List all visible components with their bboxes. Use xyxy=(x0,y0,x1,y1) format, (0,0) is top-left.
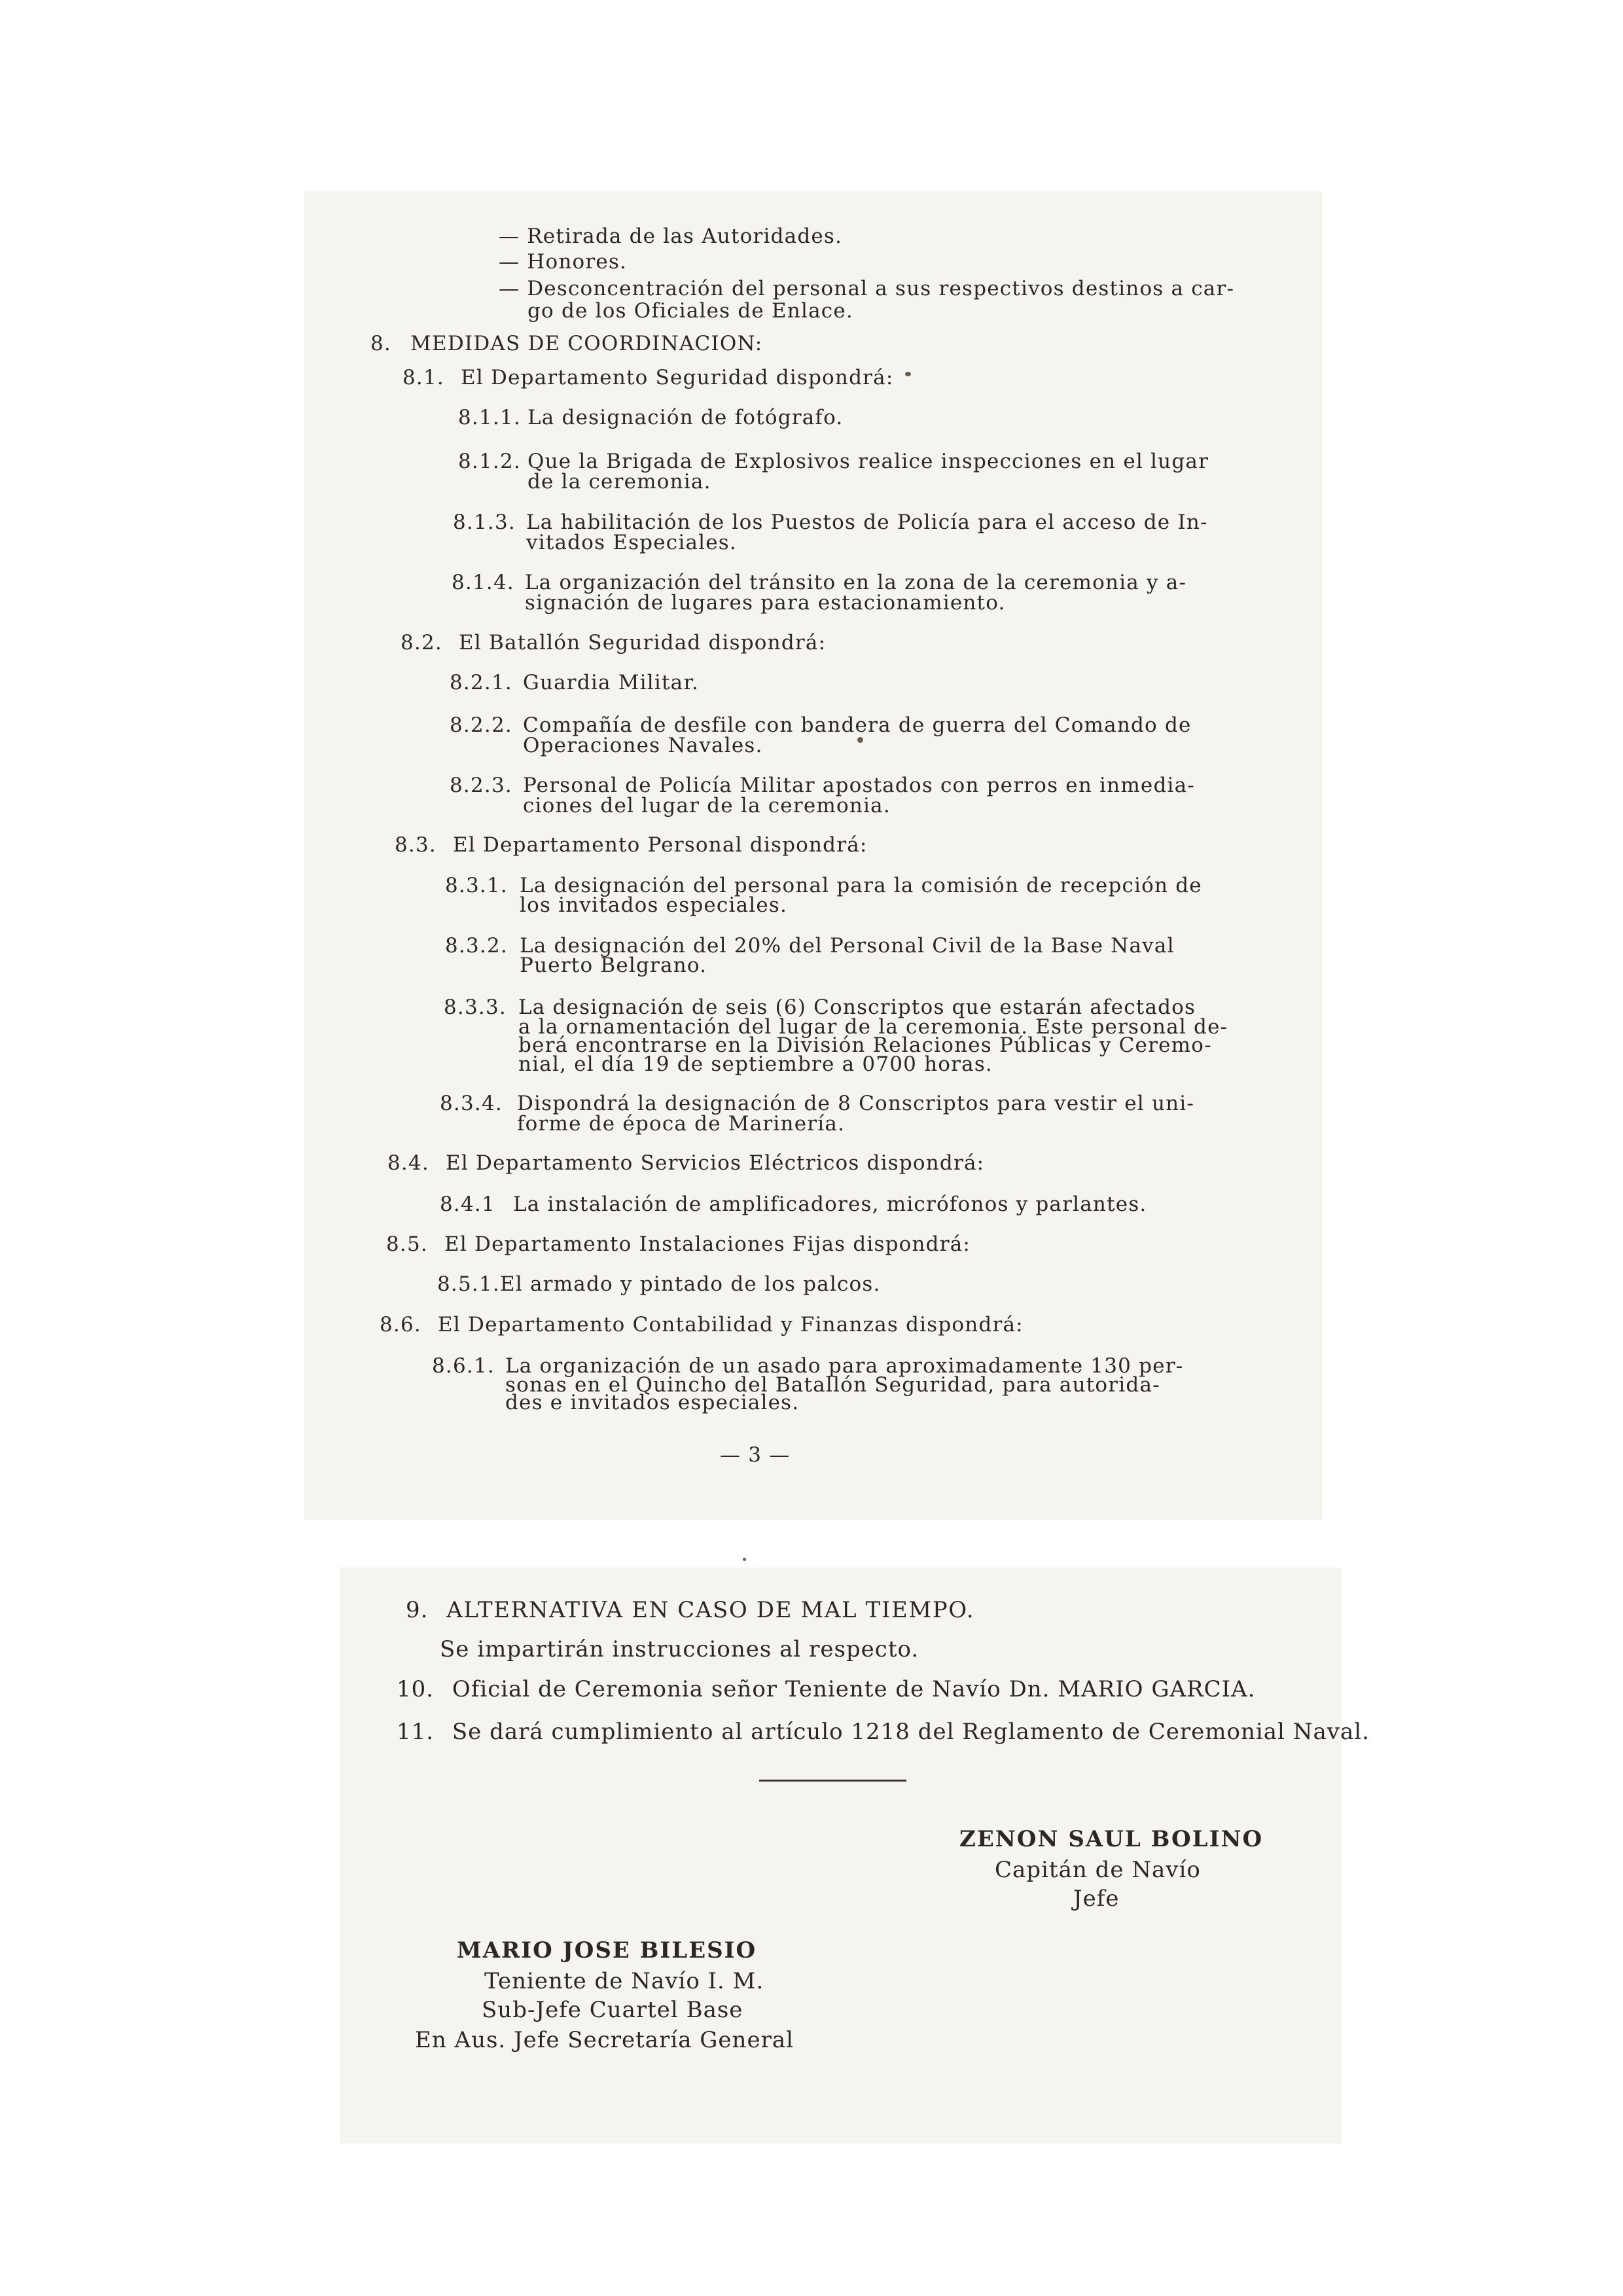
item-number: 8.6.1. xyxy=(432,1354,495,1378)
item-number: 8.4.1 xyxy=(440,1193,495,1216)
section-8-title: MEDIDAS DE COORDINACION: xyxy=(410,332,763,355)
list-item-retirada: — Retirada de las Autoridades. xyxy=(499,224,843,248)
section-8-2 xyxy=(401,632,826,654)
item-8-4-1 xyxy=(440,1193,1147,1215)
item-line: La designación de seis (6) Conscriptos que estarán afectados xyxy=(518,996,1196,1019)
item-8-3-3-cont1: a la ornamentación del lugar de la ceremonia. Este personal de- xyxy=(518,1015,1228,1039)
item-8-3-2-cont: Puerto Belgrano. xyxy=(520,954,707,977)
item-8-5-1 xyxy=(437,1273,881,1295)
item-8-1-4 xyxy=(452,571,1186,594)
item-line: La organización de un asado para aproximadamente 130 per- xyxy=(505,1354,1184,1378)
item-number: 8.5.1. xyxy=(437,1272,500,1296)
section-8-5 xyxy=(386,1233,971,1255)
item-number: 8.2.1. xyxy=(450,671,512,694)
item-8-2-1 xyxy=(450,672,699,694)
section-11-text: Se dará cumplimiento al artículo 1218 del Reglamento de Ceremonial Naval. xyxy=(452,1719,1370,1745)
section-number: 8.3. xyxy=(395,833,437,857)
item-line: La organización del tránsito en la zona de la ceremonia y a- xyxy=(525,571,1187,594)
item-number: 8.3.4. xyxy=(440,1092,503,1115)
item-8-1-1 xyxy=(458,406,843,429)
section-number: 8.4. xyxy=(387,1151,429,1175)
section-number: 8.2. xyxy=(401,631,442,655)
item-8-2-3 xyxy=(450,774,1195,797)
item-8-6-1-cont1: sonas en el Quincho del Batallón Seguridad, para autorida- xyxy=(505,1373,1160,1397)
signature-divider xyxy=(759,1780,906,1782)
section-9-text: Se impartirán instrucciones al respecto. xyxy=(440,1636,919,1662)
section-8-heading xyxy=(370,332,762,355)
item-line: La instalación de amplificadores, micrófonos y parlantes. xyxy=(513,1193,1147,1216)
item-8-1-3 xyxy=(453,511,1208,533)
section-11 xyxy=(397,1719,1370,1745)
section-10 xyxy=(397,1676,1255,1702)
section-text: El Departamento Personal dispondrá: xyxy=(453,833,868,857)
section-8-1 xyxy=(402,367,893,389)
signature-1-name: ZENON SAUL BOLINO xyxy=(959,1826,1264,1852)
item-number: 8.3.2. xyxy=(445,934,508,958)
section-9 xyxy=(406,1597,974,1623)
item-number: 8.2.3. xyxy=(450,774,512,797)
section-9-title: ALTERNATIVA EN CASO DE MAL TIEMPO. xyxy=(446,1597,975,1623)
signature-2-rank: Teniente de Navío I. M. xyxy=(484,1968,764,1994)
signature-2-note: En Aus. Jefe Secretaría General xyxy=(415,2027,794,2053)
ink-speck xyxy=(857,737,863,743)
item-8-1-2-cont: de la ceremonia. xyxy=(527,470,711,493)
item-8-2-2-cont: Operaciones Navales. xyxy=(523,734,763,757)
item-8-3-4-cont: forme de época de Marinería. xyxy=(517,1112,846,1136)
item-8-1-2 xyxy=(458,450,1209,473)
item-8-2-3-cont: ciones del lugar de la ceremonia. xyxy=(523,794,891,817)
signature-1-rank: Capitán de Navío xyxy=(995,1857,1201,1883)
item-8-3-1-cont: los invitados especiales. xyxy=(520,893,788,917)
section-number: 8.5. xyxy=(386,1232,428,1256)
list-item-desconcentracion-cont: go de los Oficiales de Enlace. xyxy=(527,299,853,323)
section-8-6 xyxy=(380,1314,1024,1336)
item-line: Dispondrá la designación de 8 Conscriptos para vestir el uni- xyxy=(517,1092,1195,1115)
ink-speck xyxy=(905,372,911,376)
page-number: — 3 — xyxy=(720,1443,791,1467)
section-text: El Departamento Contabilidad y Finanzas dispondrá: xyxy=(438,1313,1024,1336)
item-number: 8.2.2. xyxy=(450,713,512,737)
section-text: El Batallón Seguridad dispondrá: xyxy=(459,631,827,655)
item-line: La designación de fotógrafo. xyxy=(527,406,844,429)
item-line: El armado y pintado de los palcos. xyxy=(500,1272,881,1296)
item-number: 8.3.3. xyxy=(444,996,507,1019)
signature-2-role: Sub-Jefe Cuartel Base xyxy=(482,1997,743,2023)
section-8-4 xyxy=(387,1152,984,1174)
item-8-3-3-cont2: berá encontrarse en la División Relaciones Públicas y Ceremo- xyxy=(518,1033,1212,1057)
item-8-6-1-cont2: des e invitados especiales. xyxy=(505,1391,800,1414)
item-line: Guardia Militar. xyxy=(523,671,700,694)
item-number: 8.1.4. xyxy=(452,571,514,594)
list-item-desconcentracion: — Desconcentración del personal a sus respectivos destinos a car- xyxy=(499,277,1235,300)
item-8-2-2 xyxy=(450,714,1192,736)
section-number: 11. xyxy=(397,1719,435,1745)
item-line: Que la Brigada de Explosivos realice inspecciones en el lugar xyxy=(527,450,1209,473)
list-item-honores: — Honores. xyxy=(499,250,628,274)
item-8-1-3-cont: vitados Especiales. xyxy=(526,531,737,554)
item-number: 8.1.2. xyxy=(458,450,521,473)
section-number: 8.6. xyxy=(380,1313,421,1336)
item-line: La designación del personal para la comisión de recepción de xyxy=(520,874,1202,897)
item-8-1-4-cont: signación de lugares para estacionamiento. xyxy=(525,591,1006,615)
item-8-3-4 xyxy=(440,1092,1194,1115)
signature-1-role: Jefe xyxy=(1073,1886,1120,1912)
item-number: 8.3.1. xyxy=(445,874,508,897)
item-number: 8.1.3. xyxy=(453,511,516,534)
section-number: 9. xyxy=(406,1597,429,1623)
section-number: 8.1. xyxy=(402,366,444,389)
section-text: El Departamento Seguridad dispondrá: xyxy=(461,366,894,389)
item-line: La habilitación de los Puestos de Policía para el acceso de In- xyxy=(526,511,1208,534)
signature-2-name: MARIO JOSE BILESIO xyxy=(457,1937,757,1964)
section-number: 10. xyxy=(397,1676,435,1702)
item-line: La designación del 20% del Personal Civil de la Base Naval xyxy=(520,934,1175,958)
section-10-text: Oficial de Ceremonia señor Teniente de Navío Dn. MARIO GARCIA. xyxy=(452,1676,1256,1702)
item-line: Compañía de desfile con bandera de guerra del Comando de xyxy=(523,713,1192,737)
item-8-3-3-cont3: nial, el día 19 de septiembre a 0700 horas. xyxy=(518,1052,993,1076)
item-number: 8.1.1. xyxy=(458,406,521,429)
section-text: El Departamento Servicios Eléctricos dispondrá: xyxy=(446,1151,985,1175)
section-8-number: 8. xyxy=(370,332,391,355)
section-text: El Departamento Instalaciones Fijas dispondrá: xyxy=(444,1232,971,1256)
ink-speck xyxy=(743,1558,746,1561)
section-8-3 xyxy=(395,834,868,856)
item-line: Personal de Policía Militar apostados con perros en inmedia- xyxy=(523,774,1195,797)
